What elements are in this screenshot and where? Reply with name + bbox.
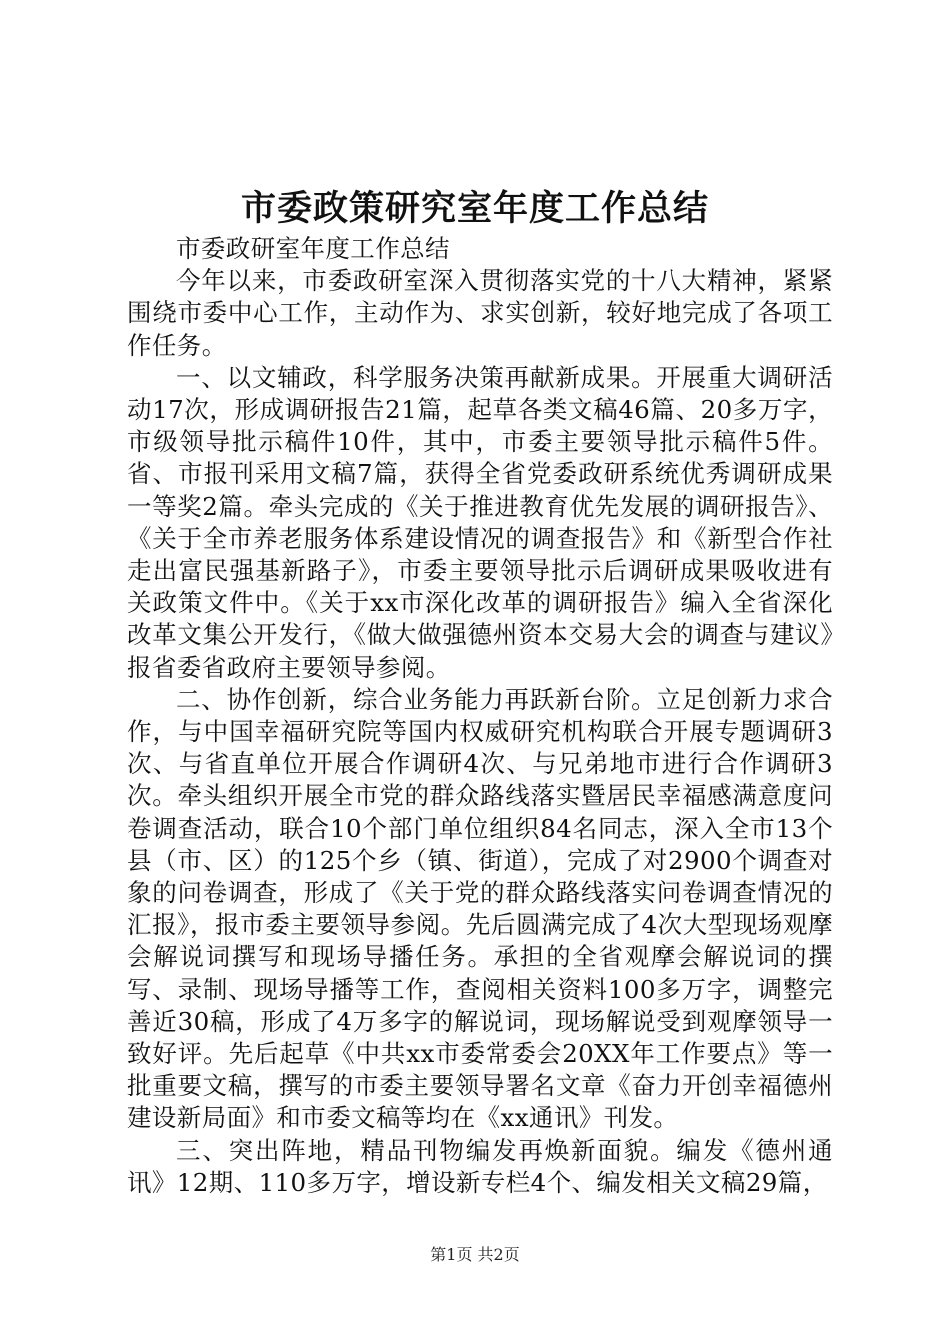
document-body [127,233,833,1199]
paragraph-section-2: 二、协作创新，综合业务能力再跃新台阶。立足创新力求合作，与中国幸福研究院等国内权威研究机构联合开展专题调研3次、与省直单位开展合作调研4次、与兄弟地市进行合作调研3次。牵头组织开展全市党的群众路线落实暨居民幸福感满意度问卷调查活动，联合10个部门单位组织84名同志，深入全市13个县（市、区）的125个乡（镇、街道），完成了对2900个调查对象的问卷调查，形成了《关于党的群众路线落实问卷调查情况的汇报》，报市委主要领导参阅。先后圆满完成了4次大型现场观摩会解说词撰写和现场导播任务。承担的全省观摩会解说词的撰写、录制、现场导播等工作，查阅相关资料100多万字，调整完善近30稿，形成了4万多字的解说词，现场解说受到观摩领导一致好评。先后起草《中共xx市委常委会20XX年工作要点》等一批重要文稿，撰写的市委主要领导署名文章《奋力开创幸福德州建设新局面》和市委文稿等均在《xx通讯》刊发。 [127,684,833,1133]
paragraph-intro: 今年以来，市委政研室深入贯彻落实党的十八大精神，紧紧围绕市委中心工作，主动作为、求实创新，较好地完成了各项工作任务。 [127,266,833,360]
paragraph-section-1: 一、以文辅政，科学服务决策再献新成果。开展重大调研活动17次，形成调研报告21篇，起草各类文稿46篇、20多万字，市级领导批示稿件10件，其中，市委主要领导批示稿件5件。省、市报刊采用文稿7篇，获得全省党委政研系统优秀调研成果一等奖2篇。牵头完成的《关于推进教育优先发展的调研报告》、《关于全市养老服务体系建设情况的调查报告》和《新型合作社走出富民强基新路子》，市委主要领导批示后调研成果吸收进有关政策文件中。《关于xx市深化改革的调研报告》编入全省深化改革文集公开发行，《做大做强德州资本交易大会的调查与建议》报省委省政府主要领导参阅。 [127,362,833,682]
paragraph-subtitle: 市委政研室年度工作总结 [176,234,450,263]
page-footer: 第1页 共2页 [430,1245,520,1264]
paragraph-section-3: 三、突出阵地，精品刊物编发再焕新面貌。编发《德州通讯》12期、110多万字，增设新专栏4个、编发相关文稿29篇， [127,1135,833,1197]
document-title: 市委政策研究室年度工作总结 [240,188,709,229]
